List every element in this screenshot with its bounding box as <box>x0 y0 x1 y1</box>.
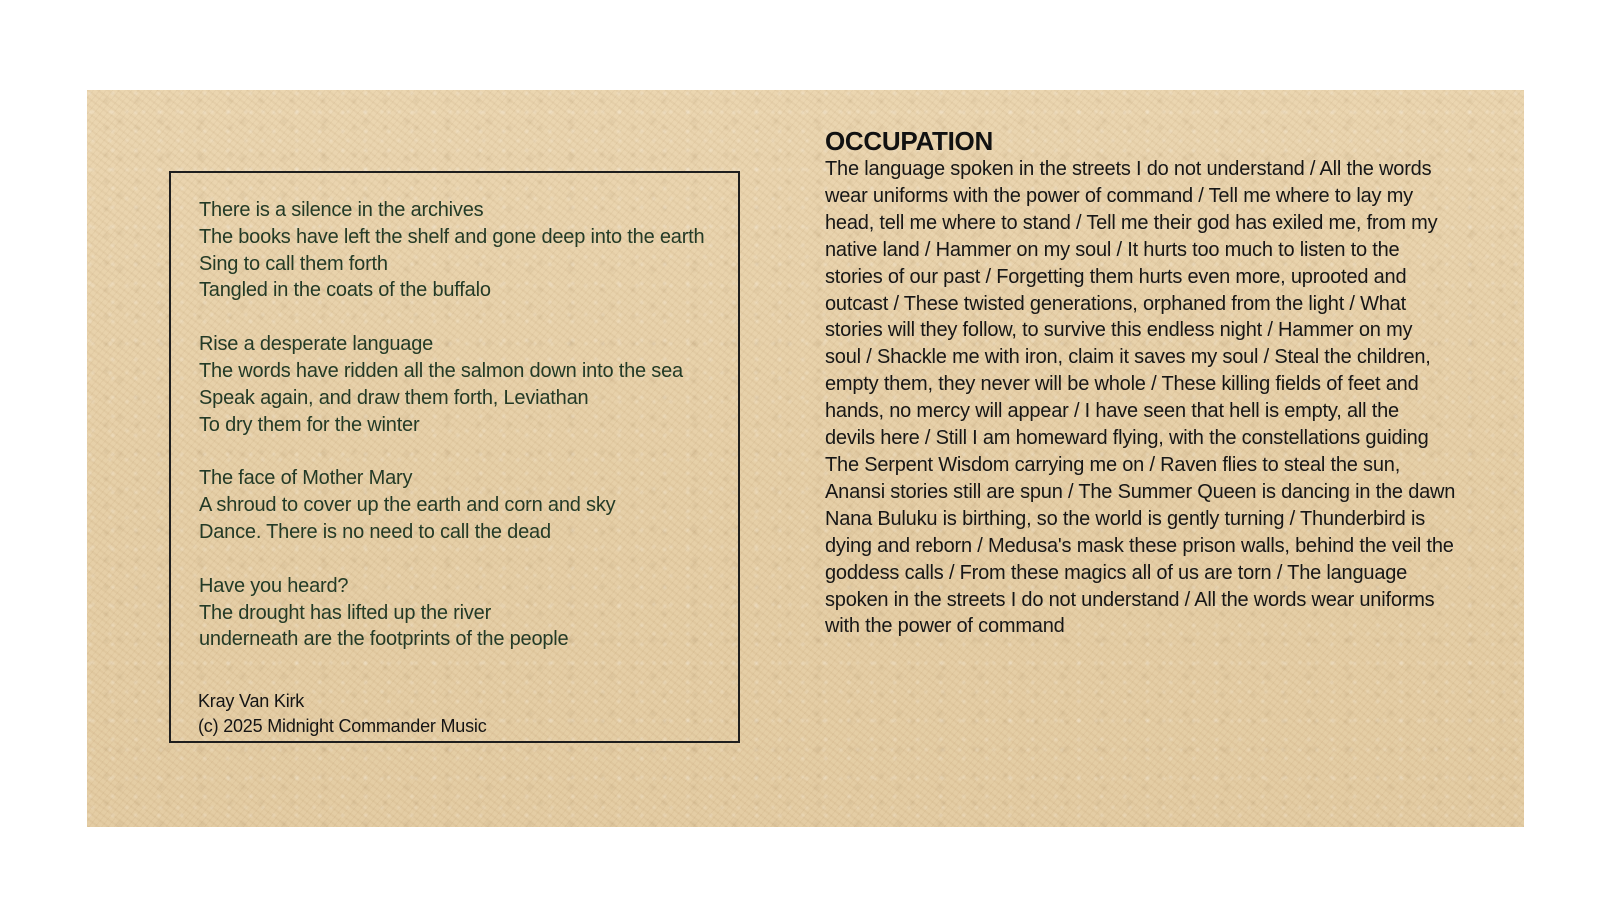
lyric-line: dying and reborn / Medusa's mask these prison walls, behind the veil the <box>825 534 1454 557</box>
song-title: OCCUPATION <box>825 126 993 156</box>
poem-line: The face of Mother Mary <box>199 467 413 490</box>
poem-line: There is a silence in the archives <box>199 199 484 221</box>
lyric-line: outcast / These twisted generations, orphaned from the light / What <box>825 292 1407 315</box>
lyric-line: stories will they follow, to survive this endless night / Hammer on my <box>825 319 1413 342</box>
poem-line: Have you heard? <box>199 574 349 597</box>
poem-stanza-2 <box>199 331 729 438</box>
copyright-notice: (c) 2025 Midnight Commander Music <box>198 715 487 736</box>
lyric-line: empty them, they never will be whole / These killing fields of feet and <box>825 373 1419 396</box>
poem-line: Rise a desperate language <box>199 333 434 356</box>
poem-line: Speak again, and draw them forth, Leviathan <box>199 386 589 409</box>
lyric-line: devils here / Still I am homeward flying, with the constellations guiding <box>825 427 1429 450</box>
poem-stanza-1 <box>199 197 729 304</box>
poem-line: Dance. There is no need to call the dead <box>199 520 551 543</box>
poem-line: Tangled in the coats of the buffalo <box>199 279 491 302</box>
lyric-line: wear uniforms with the power of command / Tell me where to lay my <box>825 184 1413 207</box>
poem-line: The books have left the shelf and gone deep into the earth <box>199 225 705 248</box>
lyric-line: goddess calls / From these magics all of us are torn / The language <box>825 561 1408 584</box>
poem-line: The words have ridden all the salmon down into the sea <box>199 359 683 382</box>
poem-line: The drought has lifted up the river <box>199 601 492 624</box>
poem-text <box>199 197 729 680</box>
poem-line: To dry them for the winter <box>199 413 420 436</box>
lyric-line: hands, no mercy will appear / I have seen that hell is empty, all the <box>825 400 1399 423</box>
author-name: Kray Van Kirk <box>198 691 305 711</box>
lyric-line: The Serpent Wisdom carrying me on / Raven flies to steal the sun, <box>825 453 1401 476</box>
lyrics-column <box>825 124 1497 640</box>
poem-line: A shroud to cover up the earth and corn and sky <box>199 494 616 517</box>
lyric-line: Nana Buluku is birthing, so the world is gently turning / Thunderbird is <box>825 507 1426 530</box>
lyric-line: soul / Shackle me with iron, claim it saves my soul / Steal the children, <box>825 346 1431 369</box>
lyric-line: native land / Hammer on my soul / It hurts too much to listen to the <box>825 238 1400 261</box>
poem-credits <box>198 689 487 738</box>
poem-line: Sing to call them forth <box>199 252 388 275</box>
song-lyrics <box>825 156 1497 640</box>
poem-frame <box>169 171 740 743</box>
lyric-line: Anansi stories still are spun / The Summer Queen is dancing in the dawn <box>825 480 1456 503</box>
lyric-line: stories of our past / Forgetting them hurts even more, uprooted and <box>825 265 1407 288</box>
lyric-line: with the power of command <box>825 615 1065 638</box>
lyric-line: The language spoken in the streets I do not understand / All the words <box>825 158 1432 180</box>
poem-line: underneath are the footprints of the people <box>199 628 569 651</box>
lyric-line: spoken in the streets I do not understand / All the words wear uniforms <box>825 588 1435 611</box>
poem-stanza-4 <box>199 573 729 653</box>
lyric-line: head, tell me where to stand / Tell me their god has exiled me, from my <box>825 211 1438 234</box>
poem-stanza-3 <box>199 465 729 545</box>
